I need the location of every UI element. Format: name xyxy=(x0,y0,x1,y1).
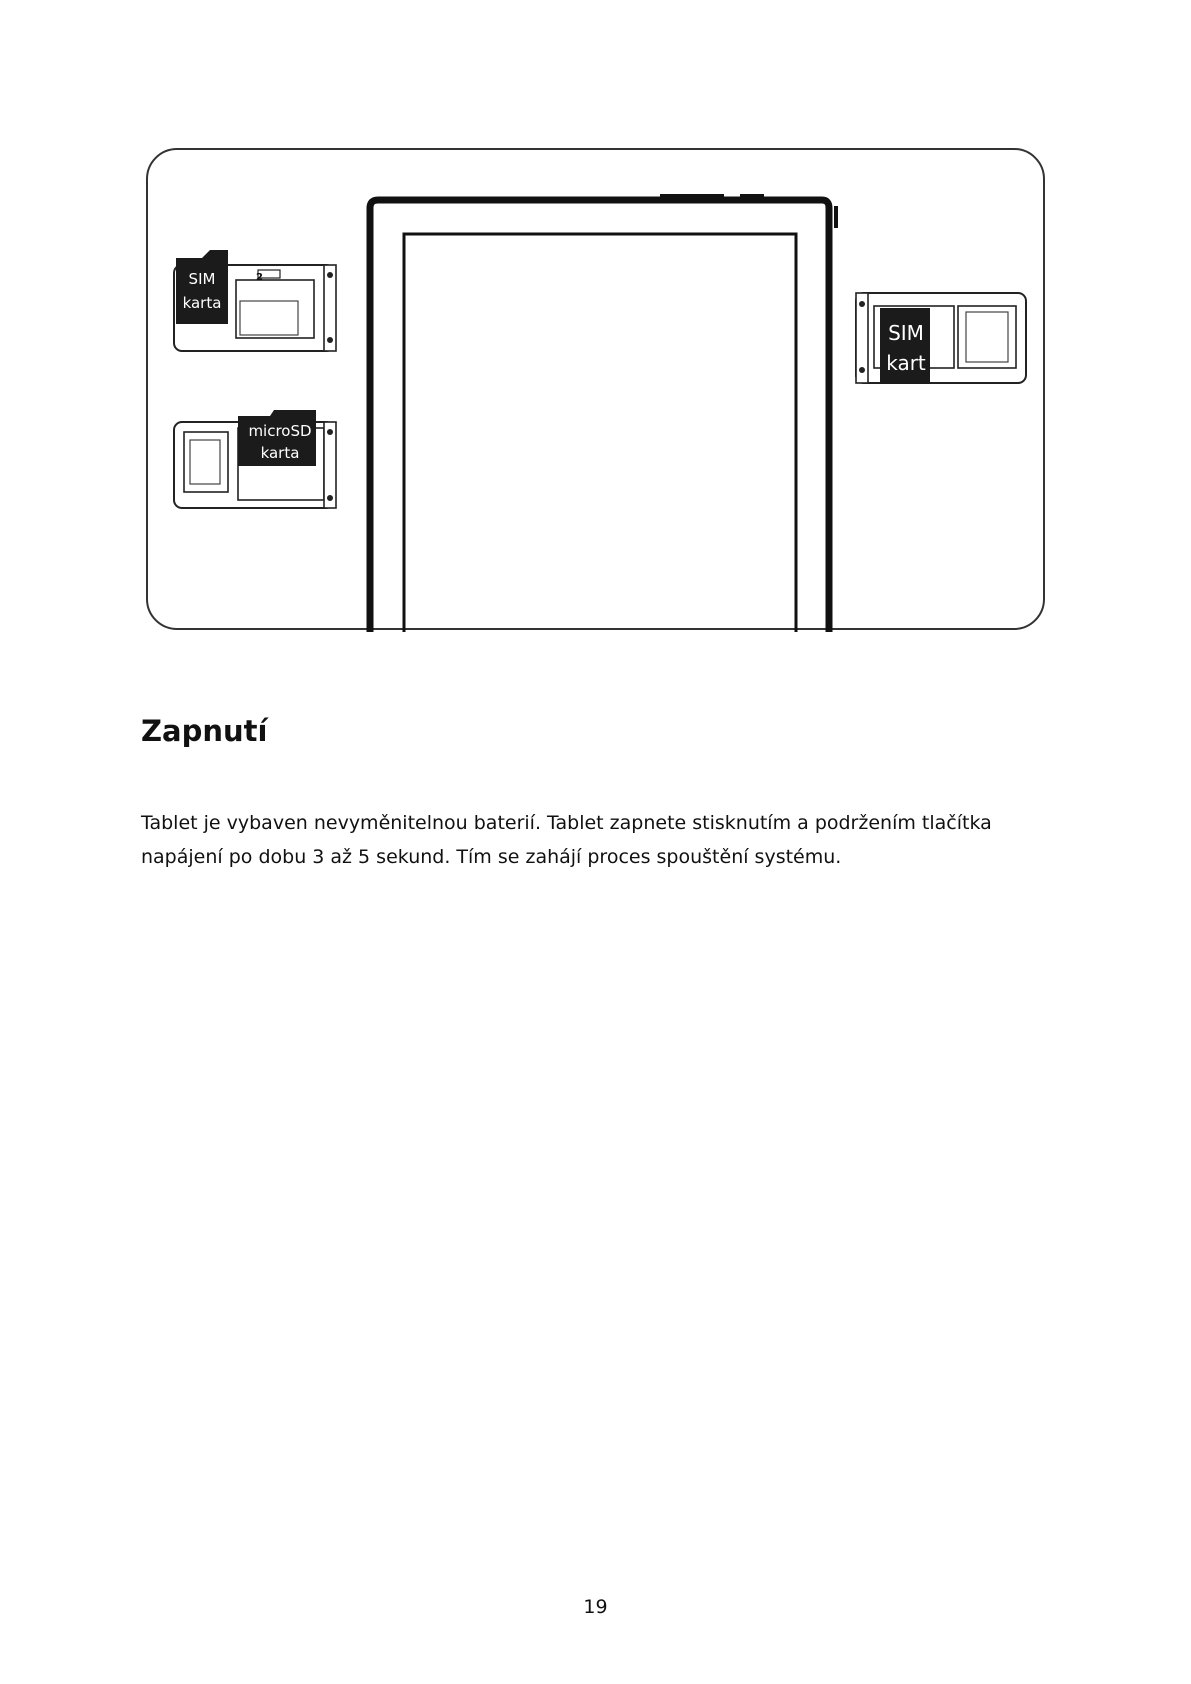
microsd-card-label-2: karta xyxy=(260,444,300,462)
sim-card-label-right-2: kart xyxy=(886,351,926,375)
sim-card-label-left-2: karta xyxy=(182,294,222,312)
sim-tray-top xyxy=(174,250,336,351)
section-paragraph: Tablet je vybaven nevyměnitelnou baterií. Tablet zapnete stisknutím a podržením tlačítka napájení po dobu 3 až 5 sekund. Tím se zahájí proces spouštění systému. xyxy=(141,812,992,868)
sim-tray-right xyxy=(856,293,1026,384)
sim-card-label-right: SIM xyxy=(888,321,924,345)
section-heading: Zapnutí xyxy=(141,714,268,748)
page-number: 19 xyxy=(583,1596,608,1618)
sim-card-insertion-figure xyxy=(146,148,1046,632)
microsd-tray xyxy=(174,410,336,508)
microsd-card-label: microSD xyxy=(248,422,312,440)
slot-number: 2 xyxy=(256,272,263,283)
figure-frame xyxy=(147,149,1044,629)
sim-card-label-left: SIM xyxy=(188,270,216,288)
